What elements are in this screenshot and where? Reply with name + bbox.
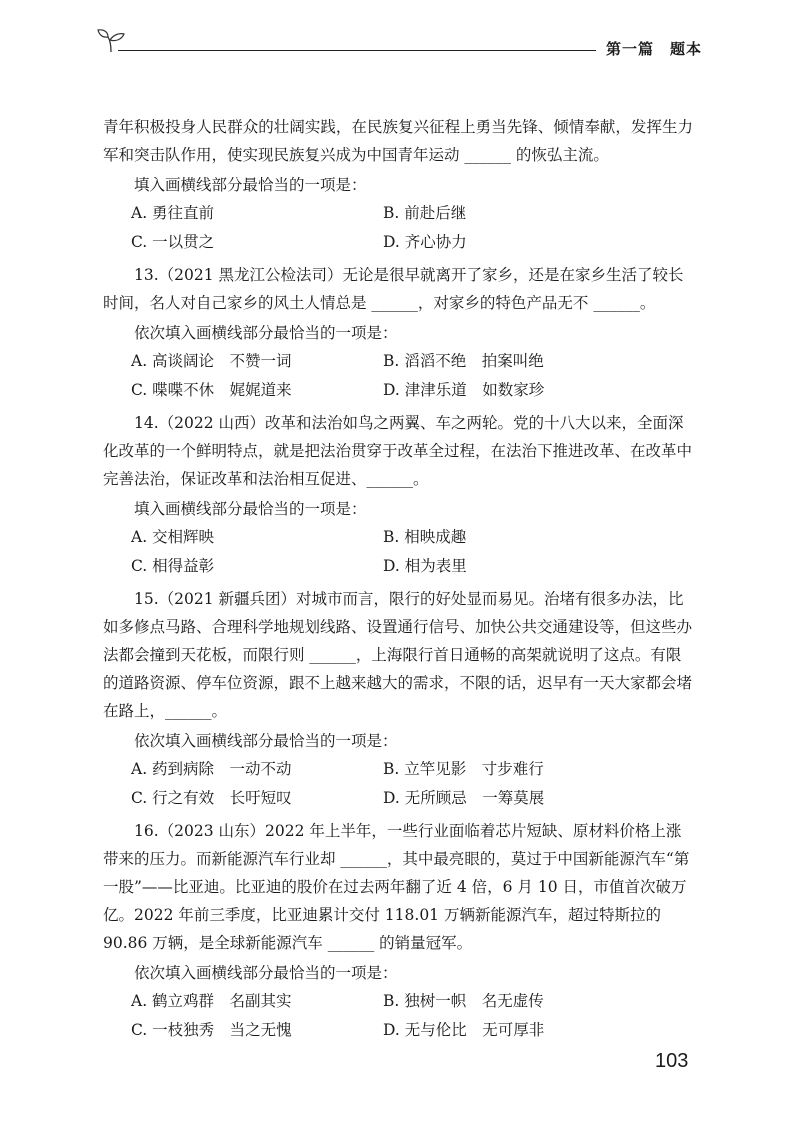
question-text: 青年积极投身人民群众的壮阔实践，在民族复兴征程上勇当先锋、倾情奉献，发挥生力军和突击队作用，使实现民族复兴成为中国青年运动 ______ 的恢弘主流。 — [103, 118, 693, 164]
option-b: B. 独树一帜 名无虚传 — [383, 992, 544, 1010]
option-c: C. 一枝独秀 当之无愧 — [131, 1021, 292, 1039]
option-grid — [131, 347, 693, 405]
option-b: B. 立竿见影 寸步难行 — [383, 760, 544, 778]
option-grid — [131, 199, 693, 257]
option-c: C. 喋喋不休 娓娓道来 — [131, 381, 292, 399]
question-text: 15.（2021 新疆兵团）对城市而言，限行的好处显而易见。治堵有很多办法，比如多修点马路、合理科学地规划线路、设置通行信号、加快公共交通建设等，但这些办法都会撞到天花板，而限行则 ______，上海限行首日通畅的高架就说明了这点。有限的道路资源、停车位资源，跟不上越来越大的需求，不限的话，迟早有一天大家都会堵在路上，______。 — [103, 590, 693, 720]
question-prompt: 填入画横线部分最恰当的一项是： — [134, 500, 367, 518]
option-a: A. 药到病除 一动不动 — [131, 760, 292, 778]
option-c: C. 相得益彰 — [131, 557, 215, 575]
question-prompt: 依次填入画横线部分最恰当的一项是： — [134, 732, 398, 750]
option-a: A. 高谈阔论 不赞一词 — [131, 352, 292, 370]
question-15 — [103, 585, 693, 813]
option-d: D. 齐心协力 — [383, 233, 467, 251]
question-text: 13.（2021 黑龙江公检法司）无论是很早就离开了家乡，还是在家乡生活了较长时间，名人对自己家乡的风土人情总是 ______，对家乡的特色产品无不 ______。 — [103, 266, 684, 312]
option-b: B. 前赴后继 — [383, 204, 467, 222]
question-text: 16.（2023 山东）2022 年上半年，一些行业面临着芯片短缺、原材料价格上涨带来的压力。而新能源汽车行业却 ______，其中最亮眼的，莫过于中国新能源汽车“第一股”——比亚迪。比亚迪的股价在过去两年翻了近 4 倍，6 月 10 日，市值首次破万亿。2022 年前三季度，比亚迪累计交付 118.01 万辆新能源汽车，超过特斯拉的 90.86 万辆，是全球新能源汽车 ______ 的销量冠军。 — [103, 822, 690, 952]
header-rule — [118, 50, 596, 51]
option-c: C. 行之有效 长吁短叹 — [131, 789, 292, 807]
option-d: D. 无所顾忌 一筹莫展 — [383, 789, 545, 807]
option-grid — [131, 523, 693, 581]
question-prompt: 依次填入画横线部分最恰当的一项是： — [134, 324, 398, 342]
option-a: A. 鹤立鸡群 名副其实 — [131, 992, 292, 1010]
option-b: B. 相映成趣 — [383, 528, 467, 546]
question-prompt: 依次填入画横线部分最恰当的一项是： — [134, 964, 398, 982]
option-b: B. 滔滔不绝 拍案叫绝 — [383, 352, 544, 370]
page-number: 103 — [655, 1050, 689, 1072]
option-a: A. 勇往直前 — [131, 204, 215, 222]
option-d: D. 津津乐道 如数家珍 — [383, 381, 545, 399]
page-content — [103, 113, 693, 1045]
question-prompt: 填入画横线部分最恰当的一项是： — [134, 176, 367, 194]
option-a: A. 交相辉映 — [131, 528, 215, 546]
question-text: 14.（2022 山西）改革和法治如鸟之两翼、车之两轮。党的十八大以来，全面深化改革的一个鲜明特点，就是把法治贯穿于改革全过程，在法治下推进改革、在改革中完善法治，保证改革和法治相互促进、______。 — [103, 414, 693, 488]
section-title: 第一篇 题本 — [606, 40, 703, 58]
question-14 — [103, 409, 693, 581]
option-d: D. 无与伦比 无可厚非 — [383, 1021, 545, 1039]
option-c: C. 一以贯之 — [131, 233, 215, 251]
option-grid — [131, 987, 693, 1045]
question-16 — [103, 817, 693, 1045]
option-grid — [131, 755, 693, 813]
question-13 — [103, 261, 693, 405]
continued-question — [103, 113, 693, 257]
option-d: D. 相为表里 — [383, 557, 467, 575]
